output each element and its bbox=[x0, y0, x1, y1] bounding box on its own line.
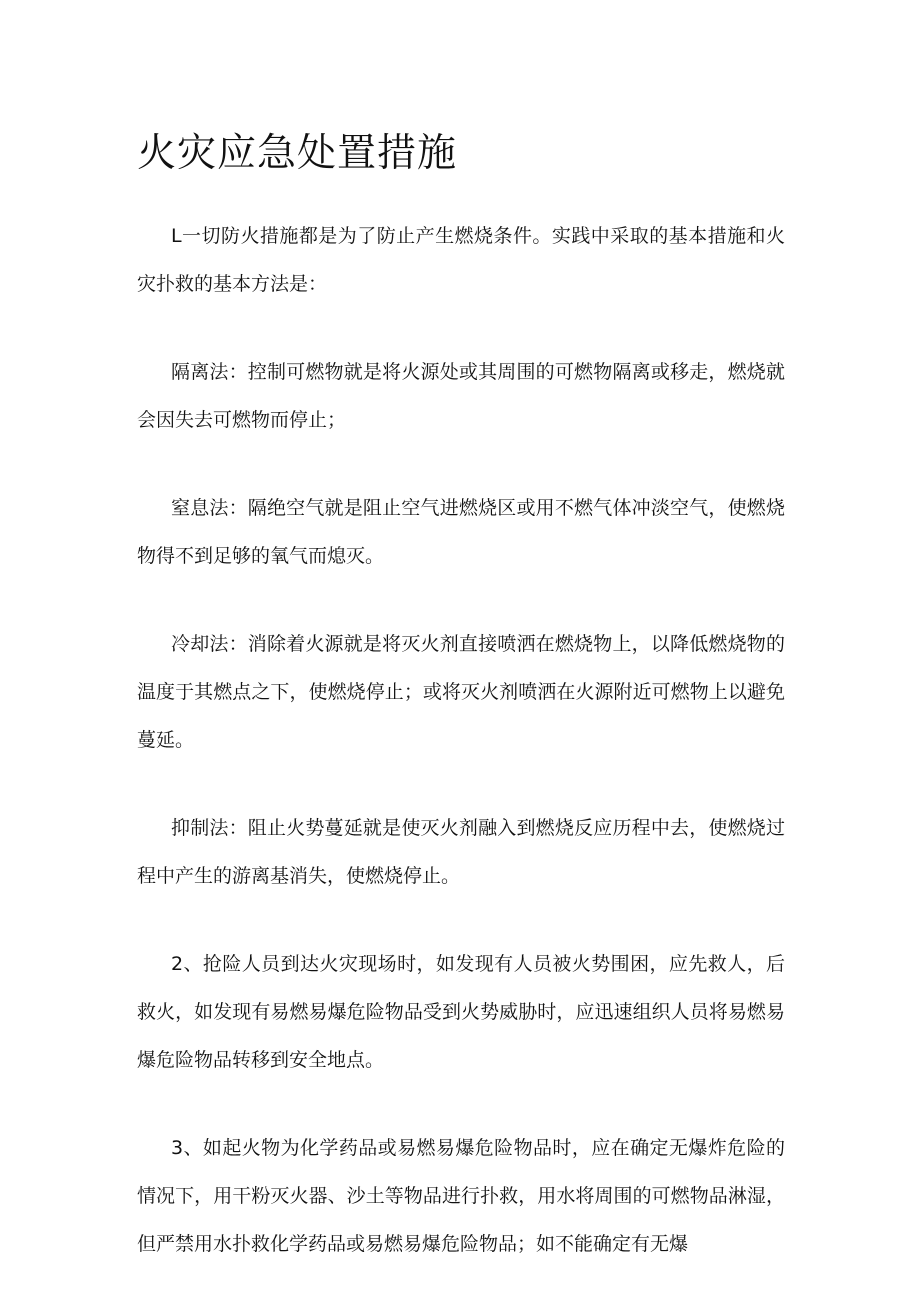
paragraph-chemicals: 3、如起火物为化学药品或易燃易爆危险物品时，应在确定无爆炸危险的情况下，用干粉灭火器、沙土等物品进行扑救，用水将周围的可燃物品淋湿，但严禁用水扑救化学药品或易燃易爆危险物品；如不能确定有无爆 bbox=[137, 1137, 785, 1255]
document-body bbox=[137, 212, 785, 1308]
paragraph-intro: L一切防火措施都是为了防止产生燃烧条件。实践中采取的基本措施和火灾扑救的基本方法是： bbox=[137, 225, 785, 295]
paragraph-isolation: 隔离法：控制可燃物就是将火源处或其周围的可燃物隔离或移走，燃烧就会因失去可燃物而停止； bbox=[137, 361, 785, 431]
paragraph-rescue: 2、抢险人员到达火灾现场时，如发现有人员被火势围困，应先救人，后救火，如发现有易燃易爆危险物品受到火势威胁时，应迅速组织人员将易燃易爆危险物品转移到安全地点。 bbox=[137, 953, 785, 1071]
document-title: 火灾应急处置措施 bbox=[137, 131, 458, 176]
paragraph-suffocation: 窒息法：隔绝空气就是阻止空气进燃烧区或用不燃气体冲淡空气，使燃烧物得不到足够的氧气而熄灭。 bbox=[137, 497, 785, 567]
paragraph-cooling: 冷却法：消除着火源就是将灭火剂直接喷洒在燃烧物上，以降低燃烧物的温度于其燃点之下，使燃烧停止；或将灭火剂喷洒在火源附近可燃物上以避免蔓延。 bbox=[137, 633, 785, 751]
paragraph-suppression: 抑制法：阻止火势蔓延就是使灭火剂融入到燃烧反应历程中去，使燃烧过程中产生的游离基消失，使燃烧停止。 bbox=[137, 817, 785, 887]
